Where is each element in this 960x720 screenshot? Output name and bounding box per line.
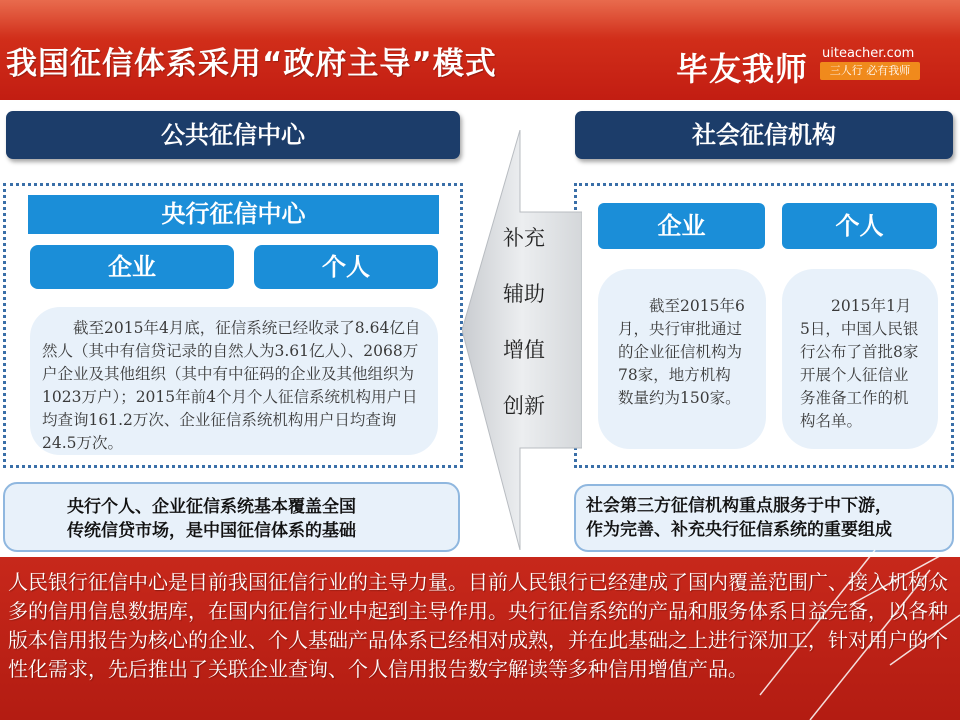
middle-word-value-add: 增值: [503, 338, 545, 362]
bottom-description: 人民银行征信中心是目前我国征信行业的主导力量。目前人民银行已经建成了国内覆盖范围广、接入机构众多的信用信息数据库，在国内征信行业中起到主导作用。央行征信系统的产品和服务体系日益完备，以各种版本信用报告为核心的企业、个人基础产品体系已经相对成熟，并在此基础之上进行深加工，针对用户的个性化需求，先后推出了关联企业查询、个人信用报告数字解读等多种信用增值产品。: [8, 570, 948, 681]
social-credit-agency-header: 社会征信机构: [575, 111, 953, 159]
middle-word-supplement: 补充: [503, 226, 545, 250]
right-enterprise-box: 企业: [598, 203, 765, 249]
left-enterprise-box: 企业: [30, 245, 234, 289]
right-summary-line-1: 社会第三方征信机构重点服务于中下游，: [586, 496, 892, 516]
left-summary-line-1: 央行个人、企业征信系统基本覆盖全国: [67, 497, 356, 517]
left-summary-box: [3, 482, 460, 552]
left-individual-box: 个人: [254, 245, 438, 289]
brand-slogan: 三人行 必有我师: [820, 62, 920, 80]
right-individual-detail-bubble: 2015年1月5日，中国人民银行公布了首批8家开展个人征信业务准备工作的机构名单。: [782, 269, 938, 449]
central-bank-credit-center-box: 央行征信中心: [28, 195, 439, 234]
brand-url: uiteacher.com: [822, 46, 915, 61]
middle-word-innovate: 创新: [503, 394, 545, 418]
left-summary-line-2: 传统信贷市场，是中国征信体系的基础: [67, 521, 356, 541]
right-individual-box: 个人: [782, 203, 937, 249]
right-enterprise-detail-bubble: 截至2015年6月，央行审批通过的企业征信机构为78家，地方机构数量约为150家。: [598, 269, 766, 449]
slide-title: 我国征信体系采用“政府主导”模式: [6, 46, 497, 82]
left-detail-bubble: 截至2015年4月底，征信系统已经收录了8.64亿自然人（其中有信贷记录的自然人为3.61亿人）、2068万户企业及其他组织（其中有中征码的企业及其他组织为1023万户）；2015年前4个月个人征信系统机构用户日均查询161.2万次、企业征信系统机构用户日均查询24.5万次。: [30, 307, 438, 455]
brand-logo-text: 毕友我师: [676, 50, 809, 88]
right-summary-box: [574, 484, 954, 552]
right-summary-line-2: 作为完善、补充央行征信系统的重要组成: [586, 520, 892, 540]
middle-word-assist: 辅助: [503, 282, 545, 306]
public-credit-center-header: 公共征信中心: [6, 111, 460, 159]
